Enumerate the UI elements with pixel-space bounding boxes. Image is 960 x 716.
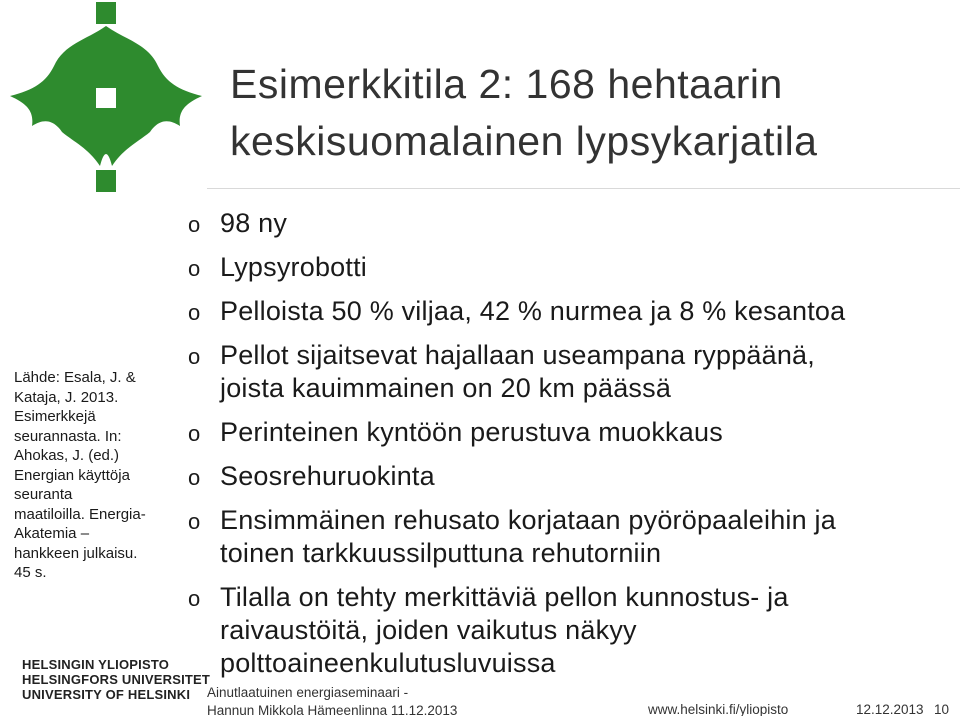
bullet-marker-icon: o [188,212,201,237]
title-divider [207,188,960,189]
source-line: seuranta [14,486,73,503]
source-line: Lähde: Esala, J. & [14,369,136,386]
bullet-text-line: Seosrehuruokinta [220,461,435,491]
bullet-item [188,339,960,405]
bullet-text-line: toinen tarkkuussilputtuna rehutorniin [220,538,662,568]
bullet-marker-icon: o [188,465,201,490]
source-line: Esimerkkejä [14,408,96,425]
title-line-1: Esimerkkitila 2: 168 hehtaarin [230,61,783,107]
source-line: maatiloilla. Energia- [14,505,146,523]
university-name-line: HELSINGIN YLIOPISTO [22,657,170,672]
bullet-text-line: joista kauimmainen on 20 km päässä [220,373,672,403]
bullet-marker-icon: o [188,344,201,369]
source-line: 45 s. [14,564,47,581]
bullet-item [188,416,960,449]
source-line: Energian käyttöja [14,466,130,484]
title-line-2: keskisuomalainen lypsykarjatila [230,118,818,164]
footer-presenter: Hannun Mikkola Hämeenlinna 11.12.2013 [207,703,458,716]
bullet-marker-icon: o [188,509,201,534]
bullet-item [188,207,960,240]
source-line: Ahokas, J. (ed.) [14,447,120,464]
bullet-text-line: Ensimmäinen rehusato korjataan pyöröpaaleihin ja [220,505,836,535]
bullet-text-line: Perinteinen kyntöön perustuva muokkaus [220,417,723,447]
source-line: Kataja, J. 2013. [14,388,119,406]
bullet-marker-icon: o [188,300,201,325]
university-name-line: UNIVERSITY OF HELSINKI [22,687,191,702]
bullet-item [188,460,960,493]
bullet-marker-icon: o [188,256,201,281]
source-line: Akatemia – [14,525,90,542]
university-wordmark [22,657,211,702]
bullet-item [188,251,960,284]
footer-date: 12.12.2013 [856,702,924,716]
bullet-text-line: Tilalla on tehty merkittäviä pellon kunnostus- ja [220,582,789,612]
page-number: 10 [934,702,950,716]
bullet-item [188,581,960,680]
bullet-text-line: polttoaineenkulutusluvuissa [220,648,556,678]
footer-event: Ainutlaatuinen energiaseminaari - [207,685,409,700]
source-line: seurannasta. In: [14,427,122,445]
footer-event-info [207,684,457,716]
source-note [14,368,182,583]
bullet-text-line: Pellot sijaitsevat hajallaan useampana ryppäänä, [220,340,815,370]
bullet-text-line: Lypsyrobotti [220,252,367,282]
bullet-marker-icon: o [188,586,201,611]
bullet-text-line: raivaustöitä, joiden vaikutus näkyy [220,615,637,645]
slide-title [230,56,950,170]
footer-url[interactable]: www.helsinki.fi/yliopisto [648,702,789,716]
university-flame-logo-icon [8,0,204,200]
bullet-marker-icon: o [188,421,201,446]
bullet-text-line: Pelloista 50 % viljaa, 42 % nurmea ja 8 % kesantoa [220,296,846,326]
bullet-text-line: 98 ny [220,208,288,238]
bullet-list [188,196,960,680]
bullet-item [188,504,960,570]
university-name-line: HELSINGFORS UNIVERSITET [22,672,211,687]
source-line: hankkeen julkaisu. [14,544,138,562]
bullet-item [188,295,960,328]
